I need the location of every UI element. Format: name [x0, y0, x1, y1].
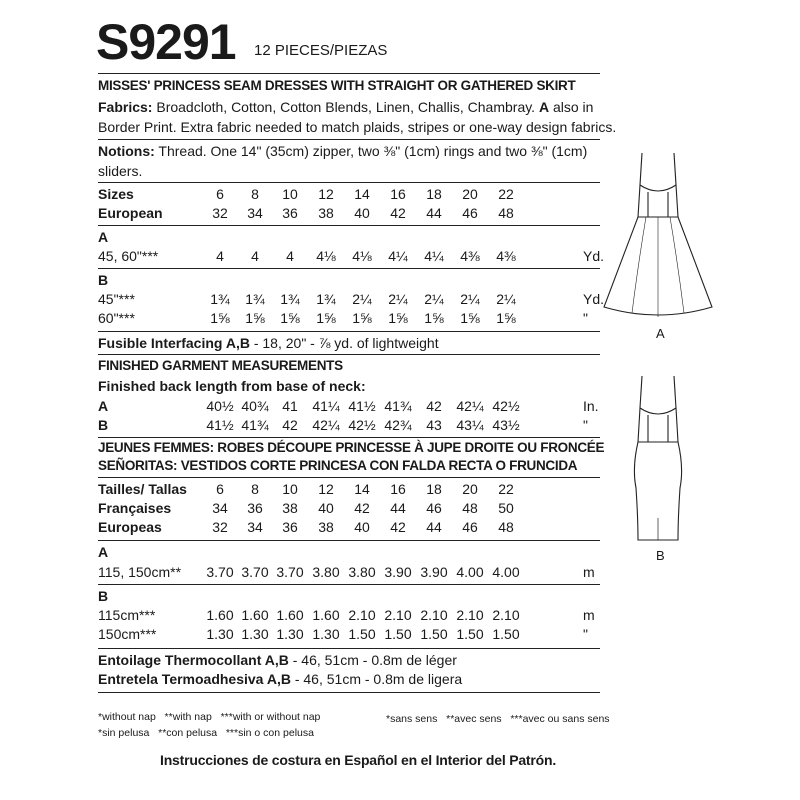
back-length-label: Finished back length from base of neck: [98, 378, 366, 394]
footnote-spanish: *sin pelusa **con pelusa ***sin o con pelusa [98, 727, 314, 739]
table-cell: 3.70 [276, 564, 304, 580]
row-label: A [98, 398, 109, 414]
fabrics-view-a: A [538, 99, 550, 115]
table-cell: 46 [426, 500, 442, 516]
view-b-60-row [98, 310, 603, 328]
table-cell: 2¼ [496, 291, 516, 307]
table-cell: 1.30 [276, 626, 304, 642]
table-cell: 2.10 [348, 607, 376, 623]
table-cell: 2.10 [456, 607, 484, 623]
table-cell: 16 [390, 481, 406, 497]
table-cell: 38 [282, 500, 298, 516]
view-a-label-row [98, 229, 603, 247]
finished-b-row [98, 417, 603, 435]
fabrics-label: Fabrics: [98, 99, 153, 115]
row-label: Sizes [98, 186, 134, 202]
table-cell: 1⅝ [316, 310, 336, 326]
table-cell: 8 [251, 481, 259, 497]
fabrics-text-1b: also in [549, 99, 594, 115]
table-cell: 2.10 [384, 607, 412, 623]
table-cell: 3.70 [206, 564, 234, 580]
table-cell: 48 [498, 205, 514, 221]
view-b-45-row [98, 291, 603, 309]
table-cell: 42 [390, 519, 406, 535]
unit-label: Yd. [583, 291, 605, 307]
row-label: European [98, 205, 163, 221]
table-cell: 4⅛ [316, 248, 336, 264]
row-label: B [98, 417, 109, 433]
table-cell: 43 [426, 417, 442, 433]
table-cell: 18 [426, 481, 442, 497]
table-cell: 43¼ [456, 417, 484, 433]
table-cell: 1.50 [348, 626, 376, 642]
table-cell: 1.30 [206, 626, 234, 642]
table-cell: 1⅝ [245, 310, 265, 326]
table-cell: 36 [282, 205, 298, 221]
table-cell: 4⅛ [352, 248, 372, 264]
table-cell: 41½ [206, 417, 234, 433]
view-a-yardage-row [98, 248, 603, 266]
table-cell: 1¾ [210, 291, 230, 307]
tailles-row [98, 481, 603, 499]
unit-label: " [583, 626, 588, 642]
table-cell: 44 [426, 519, 442, 535]
table-cell: 1.60 [276, 607, 304, 623]
footnote-english: *without nap **with nap ***with or without nap [98, 711, 321, 723]
table-cell: 1⅝ [280, 310, 300, 326]
unit-label: Yd. [583, 248, 605, 264]
table-cell: 40 [354, 205, 370, 221]
unit-label: m [583, 607, 595, 623]
table-cell: 40½ [206, 398, 234, 414]
table-cell: 42 [426, 398, 442, 414]
es-view-a-label-row [98, 544, 603, 562]
pieces-count: 12 PIECES/PIEZAS [254, 42, 388, 59]
table-cell: 46 [462, 205, 478, 221]
table-cell: 44 [426, 205, 442, 221]
fabrics-line-2: Border Print. Extra fabric needed to match plaids, stripes or one-way design fabrics. [98, 119, 617, 135]
table-cell: 34 [247, 519, 263, 535]
table-cell: 48 [498, 519, 514, 535]
row-label: 115cm*** [98, 607, 156, 623]
table-cell: 6 [216, 481, 224, 497]
table-cell: 14 [354, 481, 370, 497]
footer-instructions: Instrucciones de costura en Español en el Interior del Patrón. [160, 752, 557, 768]
table-cell: 1.60 [206, 607, 234, 623]
fabrics-line-1 [98, 99, 593, 115]
table-cell: 1⅝ [352, 310, 372, 326]
table-cell: 10 [282, 481, 298, 497]
table-cell: 4 [286, 248, 294, 264]
sizes-row [98, 186, 603, 204]
table-cell: 43½ [492, 417, 520, 433]
table-cell: 22 [498, 481, 514, 497]
unit-label: " [583, 417, 588, 433]
table-cell: 1.60 [241, 607, 269, 623]
table-cell: 41¾ [241, 417, 269, 433]
table-cell: 18 [426, 186, 442, 202]
row-label: 45"*** [98, 291, 135, 307]
entretela-label: Entretela Termoadhesiva A,B [98, 671, 291, 687]
table-cell: 1⅝ [388, 310, 408, 326]
table-cell: 2.10 [420, 607, 448, 623]
table-cell: 40¾ [241, 398, 269, 414]
unit-label: " [583, 310, 588, 326]
table-cell: 2¼ [352, 291, 372, 307]
table-cell: 41 [282, 398, 298, 414]
table-cell: 14 [354, 186, 370, 202]
view-a-illustration [596, 145, 726, 325]
table-cell: 1.50 [420, 626, 448, 642]
table-cell: 3.90 [384, 564, 412, 580]
table-cell: 16 [390, 186, 406, 202]
european-row [98, 205, 603, 223]
table-cell: 4.00 [492, 564, 520, 580]
table-cell: 2¼ [388, 291, 408, 307]
table-cell: 36 [247, 500, 263, 516]
row-label: 60"*** [98, 310, 135, 326]
table-cell: 34 [212, 500, 228, 516]
table-cell: 3.80 [348, 564, 376, 580]
table-cell: 32 [212, 205, 228, 221]
table-cell: 20 [462, 481, 478, 497]
table-cell: 4 [251, 248, 259, 264]
es-view-b-115-row [98, 607, 603, 625]
english-title: MISSES' PRINCESS SEAM DRESSES WITH STRAIGHT OR GATHERED SKIRT [98, 78, 576, 93]
table-cell: 4¼ [388, 248, 408, 264]
view-b-label-row [98, 272, 603, 290]
notions-text-1: Thread. One 14" (35cm) zipper, two ⅜" (1cm) rings and two ⅜" (1cm) [154, 143, 588, 159]
table-cell: 42¼ [456, 398, 484, 414]
table-cell: 42¼ [312, 417, 340, 433]
notions-label: Notions: [98, 143, 155, 159]
row-label: 45, 60"*** [98, 248, 159, 264]
table-cell: 40 [318, 500, 334, 516]
table-cell: 42 [390, 205, 406, 221]
table-cell: 2¼ [460, 291, 480, 307]
table-cell: 42 [282, 417, 298, 433]
es-view-b-label-row [98, 588, 603, 606]
table-cell: 3.70 [241, 564, 269, 580]
unit-label: In. [583, 398, 599, 414]
table-cell: 42½ [348, 417, 376, 433]
es-view-b-150-row [98, 626, 603, 644]
table-cell: 46 [462, 519, 478, 535]
table-cell: 36 [282, 519, 298, 535]
spanish-title: SEÑORITAS: VESTIDOS CORTE PRINCESA CON FALDA RECTA O FRUNCIDA [98, 458, 578, 473]
table-cell: 3.90 [420, 564, 448, 580]
table-cell: 1.30 [312, 626, 340, 642]
notions-line-1 [98, 143, 587, 159]
view-b-illustration [596, 368, 726, 548]
table-cell: 50 [498, 500, 514, 516]
table-cell: 48 [462, 500, 478, 516]
francaises-row [98, 500, 603, 518]
table-cell: 1⅝ [460, 310, 480, 326]
row-label: Europeas [98, 519, 162, 535]
table-cell: 1.60 [312, 607, 340, 623]
row-label: B [98, 272, 109, 288]
row-label: Tailles/ Tallas [98, 481, 187, 497]
row-label: 150cm*** [98, 626, 157, 642]
entoilage-label: Entoilage Thermocollant A,B [98, 652, 289, 668]
footnote-french: *sans sens **avec sens ***avec ou sans sens [386, 713, 610, 725]
table-cell: 4⅜ [496, 248, 516, 264]
table-cell: 1⅝ [424, 310, 444, 326]
table-cell: 1¾ [316, 291, 336, 307]
entoilage-line [98, 652, 457, 668]
interfacing-text: - 18, 20" - ⅞ yd. of lightweight [249, 335, 439, 351]
table-cell: 1¾ [245, 291, 265, 307]
table-cell: 34 [247, 205, 263, 221]
table-cell: 41¾ [384, 398, 412, 414]
unit-label: m [583, 564, 595, 580]
pattern-number: S9291 [96, 14, 236, 70]
entretela-text: - 46, 51cm - 0.8m de ligera [290, 671, 463, 687]
table-cell: 1⅝ [496, 310, 516, 326]
entretela-line [98, 671, 462, 687]
row-label: Françaises [98, 500, 172, 516]
table-cell: 6 [216, 186, 224, 202]
table-cell: 42 [354, 500, 370, 516]
table-cell: 2.10 [492, 607, 520, 623]
table-cell: 1.50 [456, 626, 484, 642]
table-cell: 4.00 [456, 564, 484, 580]
table-cell: 38 [318, 519, 334, 535]
table-cell: 4⅜ [460, 248, 480, 264]
row-label: A [98, 544, 109, 560]
table-cell: 38 [318, 205, 334, 221]
table-cell: 42¾ [384, 417, 412, 433]
europeas-row [98, 519, 603, 537]
finished-title: FINISHED GARMENT MEASUREMENTS [98, 358, 343, 373]
es-view-a-row [98, 564, 603, 582]
view-b-label: B [656, 548, 665, 563]
view-a-label: A [656, 326, 665, 341]
french-title: JEUNES FEMMES: ROBES DÉCOUPE PRINCESSE À JUPE DROITE OU FRONCÉE [98, 440, 605, 455]
row-label: 115, 150cm** [98, 564, 182, 580]
notions-line-2: sliders. [98, 163, 143, 179]
table-cell: 40 [354, 519, 370, 535]
table-cell: 32 [212, 519, 228, 535]
table-cell: 42½ [492, 398, 520, 414]
table-cell: 1⅝ [210, 310, 230, 326]
table-cell: 4¼ [424, 248, 444, 264]
interfacing-label: Fusible Interfacing A,B [98, 335, 250, 351]
table-cell: 3.80 [312, 564, 340, 580]
entoilage-text: - 46, 51cm - 0.8m de léger [288, 652, 457, 668]
table-cell: 41½ [348, 398, 376, 414]
row-label: B [98, 588, 109, 604]
table-cell: 1¾ [280, 291, 300, 307]
table-cell: 10 [282, 186, 298, 202]
row-label: A [98, 229, 109, 245]
finished-a-row [98, 398, 603, 416]
table-cell: 41¼ [312, 398, 340, 414]
table-cell: 4 [216, 248, 224, 264]
table-cell: 12 [318, 481, 334, 497]
table-cell: 20 [462, 186, 478, 202]
table-cell: 1.30 [241, 626, 269, 642]
interfacing-line [98, 335, 439, 351]
table-cell: 1.50 [384, 626, 412, 642]
table-cell: 44 [390, 500, 406, 516]
table-cell: 2¼ [424, 291, 444, 307]
fabrics-text-1: Broadcloth, Cotton, Cotton Blends, Linen, Challis, Chambray. [152, 99, 539, 115]
table-cell: 8 [251, 186, 259, 202]
table-cell: 22 [498, 186, 514, 202]
table-cell: 12 [318, 186, 334, 202]
table-cell: 1.50 [492, 626, 520, 642]
